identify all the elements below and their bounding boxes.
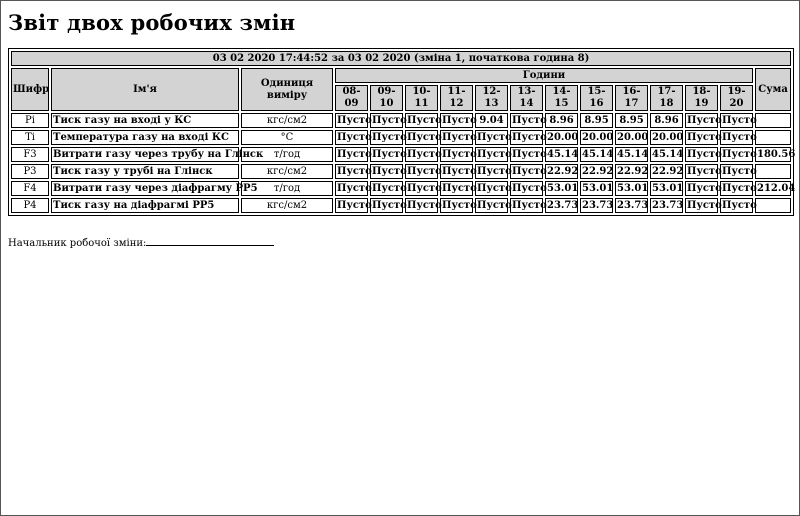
hour-header: 18- 19 bbox=[685, 85, 718, 111]
hour-value: 20.00 bbox=[547, 132, 579, 143]
hour-value: Пусто bbox=[407, 132, 442, 143]
row-code: P4 bbox=[11, 198, 49, 213]
hour-value: Пусто bbox=[407, 183, 442, 194]
hour-header: 14- 15 bbox=[545, 85, 578, 111]
hour-value: 23.73 bbox=[582, 200, 614, 211]
hour-value: Пусто bbox=[687, 132, 722, 143]
hour-value: Пусто bbox=[512, 166, 547, 177]
hour-value: 9.04 bbox=[475, 113, 508, 128]
report-body bbox=[11, 113, 796, 213]
hour-value: 45.14 bbox=[547, 149, 579, 160]
hour-value: 53.01 bbox=[652, 183, 684, 194]
hour-value: Пусто bbox=[407, 115, 442, 126]
header-unit: Одиниця виміру bbox=[241, 68, 333, 111]
page-title: Звіт двох робочих змін bbox=[8, 10, 296, 35]
hour-value: 22.92 bbox=[652, 166, 684, 177]
hour-value: Пусто bbox=[372, 166, 407, 177]
table-row bbox=[11, 113, 791, 128]
row-sum bbox=[755, 113, 791, 128]
hour-header: 17- 18 bbox=[650, 85, 683, 111]
row-code: F4 bbox=[11, 181, 49, 196]
hour-value: Пусто bbox=[372, 115, 407, 126]
row-sum bbox=[755, 130, 791, 145]
hour-value: Пусто bbox=[512, 115, 547, 126]
hour-value: Пусто bbox=[477, 132, 512, 143]
hour-value: 22.92 bbox=[547, 166, 579, 177]
hour-value: Пусто bbox=[477, 166, 512, 177]
hour-value: Пусто bbox=[512, 200, 547, 211]
header-code: Шифр bbox=[11, 68, 49, 111]
hour-value: 20.00 bbox=[652, 132, 684, 143]
hour-value: 45.14 bbox=[617, 149, 649, 160]
hour-header: 08- 09 bbox=[335, 85, 368, 111]
header-sum: Сума bbox=[755, 68, 791, 111]
hour-header: 11- 12 bbox=[440, 85, 473, 111]
hour-value: Пусто bbox=[722, 200, 757, 211]
hour-value: Пусто bbox=[337, 132, 372, 143]
row-name: Тиск газу на діафрагмі PP5 bbox=[51, 198, 239, 213]
footer bbox=[8, 236, 274, 249]
report-caption: 03 02 2020 17:44:52 за 03 02 2020 (зміна 1, початкова година 8) bbox=[11, 51, 791, 66]
row-unit: кгс/см2 bbox=[241, 113, 333, 128]
hour-value: Пусто bbox=[407, 200, 442, 211]
row-code: F3 bbox=[11, 147, 49, 162]
hour-value: 8.95 bbox=[580, 113, 613, 128]
row-sum bbox=[755, 164, 791, 179]
hour-value: 8.96 bbox=[545, 113, 578, 128]
hour-value: Пусто bbox=[477, 200, 512, 211]
hour-value: Пусто bbox=[512, 132, 547, 143]
hour-value: 22.92 bbox=[582, 166, 614, 177]
row-unit: °C bbox=[241, 130, 333, 145]
hour-value: Пусто bbox=[372, 149, 407, 160]
header-hours: Години bbox=[335, 68, 753, 83]
hour-value: Пусто bbox=[407, 149, 442, 160]
hour-value: Пусто bbox=[477, 149, 512, 160]
hour-value: Пусто bbox=[372, 200, 407, 211]
signature-line bbox=[146, 236, 274, 246]
hour-value: Пусто bbox=[687, 200, 722, 211]
hour-value: Пусто bbox=[442, 132, 477, 143]
hour-value: 53.01 bbox=[617, 183, 649, 194]
hour-value: Пусто bbox=[337, 149, 372, 160]
hour-value: Пусто bbox=[337, 115, 372, 126]
row-name: Тиск газу у трубі на Глінск bbox=[51, 164, 239, 179]
hour-header: 13- 14 bbox=[510, 85, 543, 111]
hour-value: Пусто bbox=[442, 183, 477, 194]
hour-value: Пусто bbox=[477, 183, 512, 194]
hour-value: Пусто bbox=[372, 183, 407, 194]
supervisor-label: Начальник робочої зміни: bbox=[8, 238, 147, 249]
hour-header: 12- 13 bbox=[475, 85, 508, 111]
hour-value: 45.14 bbox=[652, 149, 684, 160]
table-row bbox=[11, 164, 791, 179]
hour-value: Пусто bbox=[722, 132, 757, 143]
hour-value: Пусто bbox=[722, 183, 757, 194]
hour-value: Пусто bbox=[687, 166, 722, 177]
hour-value: Пусто bbox=[722, 115, 757, 126]
row-code: Pi bbox=[11, 113, 49, 128]
row-name: Температура газу на вході КС bbox=[51, 130, 239, 145]
hour-header: 09- 10 bbox=[370, 85, 403, 111]
table-row bbox=[11, 198, 791, 213]
hour-value: Пусто bbox=[722, 166, 757, 177]
hour-value: Пусто bbox=[442, 115, 477, 126]
hour-value: 8.95 bbox=[615, 113, 648, 128]
hour-value: 8.96 bbox=[650, 113, 683, 128]
hour-header: 16- 17 bbox=[615, 85, 648, 111]
hour-value: Пусто bbox=[722, 149, 757, 160]
table-row bbox=[11, 130, 791, 145]
hour-value: 20.00 bbox=[617, 132, 649, 143]
table-row bbox=[11, 181, 791, 196]
row-name: Витрати газу через трубу на Глінск bbox=[53, 149, 264, 160]
hour-value: Пусто bbox=[687, 183, 722, 194]
hour-value: 20.00 bbox=[582, 132, 614, 143]
hour-value: 23.73 bbox=[652, 200, 684, 211]
hour-value: 22.92 bbox=[617, 166, 649, 177]
row-unit: т/год bbox=[241, 181, 333, 196]
hour-value: Пусто bbox=[687, 149, 722, 160]
row-name: Тиск газу на вході у КС bbox=[51, 113, 239, 128]
row-unit: кгс/см2 bbox=[241, 164, 333, 179]
hour-value: Пусто bbox=[337, 166, 372, 177]
hour-value: Пусто bbox=[337, 200, 372, 211]
shift-report-table bbox=[8, 48, 794, 216]
row-sum bbox=[755, 198, 791, 213]
hour-value: Пусто bbox=[442, 200, 477, 211]
row-code: Ti bbox=[11, 130, 49, 145]
hour-header: 10- 11 bbox=[405, 85, 438, 111]
hour-value: Пусто bbox=[337, 183, 372, 194]
hour-value: Пусто bbox=[687, 115, 722, 126]
hour-value: 53.01 bbox=[582, 183, 614, 194]
table-row bbox=[11, 147, 791, 162]
hour-value: Пусто bbox=[512, 183, 547, 194]
row-name: Витрати газу через діафрагму PP5 bbox=[53, 183, 258, 194]
hour-value: Пусто bbox=[407, 166, 442, 177]
hour-value: Пусто bbox=[442, 166, 477, 177]
hour-value: Пусто bbox=[512, 149, 547, 160]
hour-value: 53.01 bbox=[547, 183, 579, 194]
hour-header: 15- 16 bbox=[580, 85, 613, 111]
row-unit: т/год bbox=[241, 147, 333, 162]
hour-value: Пусто bbox=[372, 132, 407, 143]
row-sum: 212.04 bbox=[757, 183, 796, 194]
hour-header: 19- 20 bbox=[720, 85, 753, 111]
hour-value: 45.14 bbox=[582, 149, 614, 160]
row-sum: 180.56 bbox=[757, 149, 796, 160]
row-code: P3 bbox=[11, 164, 49, 179]
row-unit: кгс/см2 bbox=[241, 198, 333, 213]
hour-value: 23.73 bbox=[617, 200, 649, 211]
hour-value: Пусто bbox=[442, 149, 477, 160]
header-name: Ім'я bbox=[51, 68, 239, 111]
hour-value: 23.73 bbox=[547, 200, 579, 211]
